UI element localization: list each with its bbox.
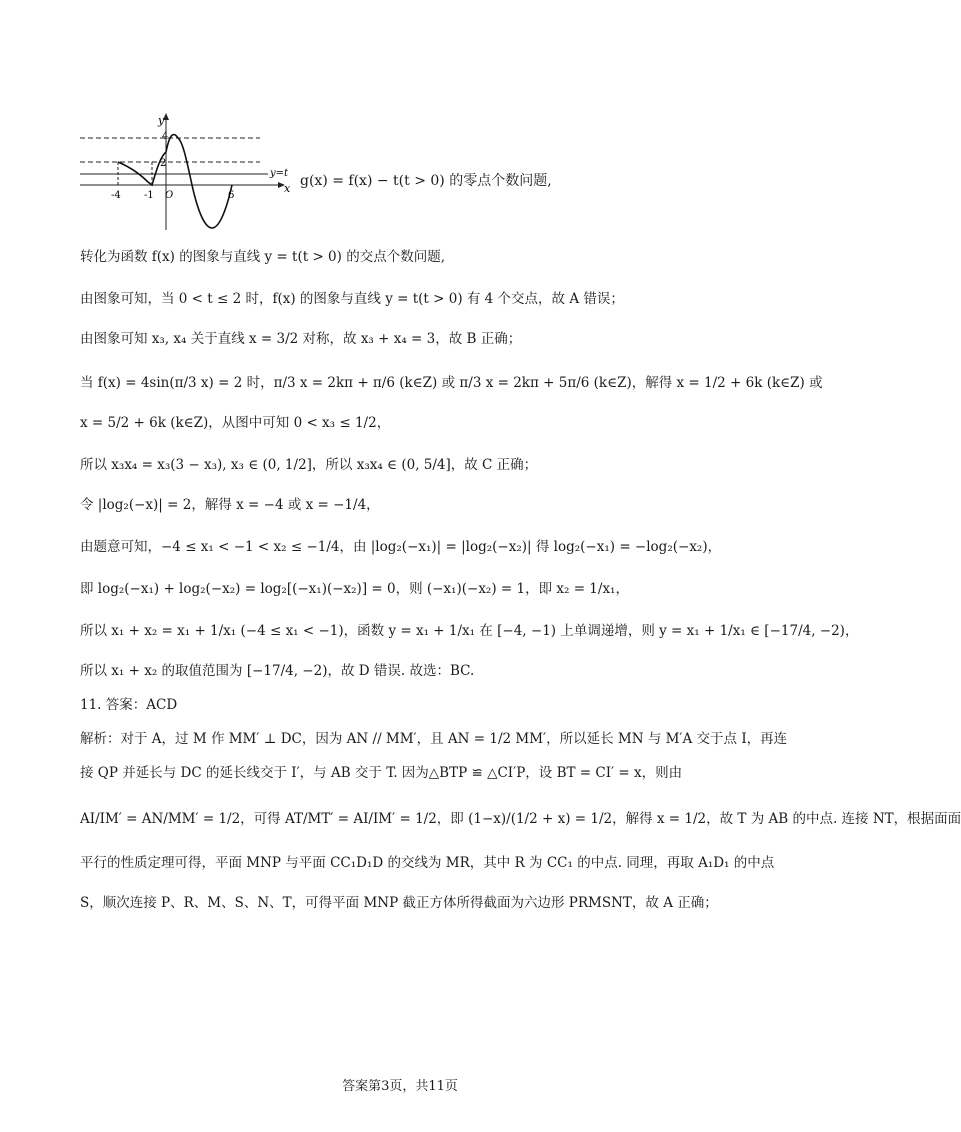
tick-label-minus-4: -4 xyxy=(111,190,121,201)
text-line: 解析：对于 A，过 M 作 MM′ ⊥ DC，因为 AN // MM′，且 AN = 1/2 MM′，所以延长 MN 与 M′A 交于点 I，再连 xyxy=(80,731,788,747)
text-line: 所以 x₃x₄ = x₃(3 − x₃), x₃ ∈ (0, 1/2]，所以 x₃x₄ ∈ (0, 5/4]，故 C 正确； xyxy=(80,457,538,473)
origin-label: O xyxy=(165,190,174,201)
text-line: 由图象可知 x₃, x₄ 关于直线 x = 3/2 对称，故 x₃ + x₄ = 3，故 B 正确； xyxy=(80,331,522,347)
x-axis-label: x xyxy=(284,182,291,195)
graph-caption: g(x) = f(x) − t(t > 0) 的零点个数问题, xyxy=(300,173,552,189)
text-line: 所以 x₁ + x₂ = x₁ + 1/x₁ (−4 ≤ x₁ < −1)，函数 y = x₁ + 1/x₁ 在 [−4, −1) 上单调递增，则 y = x₁ + 1/x₁ ∈ [−17/4, −2)， xyxy=(80,623,859,639)
t-line-label: y=t xyxy=(270,168,289,179)
text-line: S，顺次连接 P、R、M、S、N、T，可得平面 MNP 截正方体所得截面为六边形 PRMSNT，故 A 正确； xyxy=(80,895,718,911)
text-line: 当 f(x) = 4sin(π/3 x) = 2 时，π/3 x = 2kπ + π/6 (k∈Z) 或 π/3 x = 2kπ + 5π/6 (k∈Z)，解得 x = 1/2 + 6k (k∈Z) 或 xyxy=(80,375,823,391)
text-line: 接 QP 并延长与 DC 的延长线交于 I′，与 AB 交于 T. 因为△BTP ≌ △CI′P，设 BT = CI′ = x，则由 xyxy=(80,765,683,781)
text-line: 所以 x₁ + x₂ 的取值范围为 [−17/4, −2)，故 D 错误. 故选：BC. xyxy=(80,663,475,679)
tick-label-6: 6 xyxy=(228,190,235,201)
text-line: 转化为函数 f(x) 的图象与直线 y = t(t > 0) 的交点个数问题, xyxy=(80,249,445,265)
y-axis-label: y xyxy=(158,114,165,127)
function-curve xyxy=(118,135,235,228)
page-footer: 答案第3页，共11页 xyxy=(342,1079,458,1094)
text-line: 由图象可知，当 0 < t ≤ 2 时，f(x) 的图象与直线 y = t(t > 0) 有 4 个交点，故 A 错误； xyxy=(80,291,624,307)
text-line: 即 log₂(−x₁) + log₂(−x₂) = log₂[(−x₁)(−x₂)] = 0，则 (−x₁)(−x₂) = 1，即 x₂ = 1/x₁， xyxy=(80,581,629,597)
text-line: 11. 答案：ACD xyxy=(80,697,178,713)
function-graph xyxy=(80,112,295,232)
text-line: 由题意可知，−4 ≤ x₁ < −1 < x₂ ≤ −1/4，由 |log₂(−x₁)| = |log₂(−x₂)| 得 log₂(−x₁) = −log₂(−x₂)， xyxy=(80,539,722,555)
tick-label-minus-1: -1 xyxy=(144,190,154,201)
tick-label-4: 4 xyxy=(162,131,169,142)
text-line: 平行的性质定理可得，平面 MNP 与平面 CC₁D₁D 的交线为 MR，其中 R 为 CC₁ 的中点. 同理，再取 A₁D₁ 的中点 xyxy=(80,855,775,871)
text-line: x = 5/2 + 6k (k∈Z)，从图中可知 0 < x₃ ≤ 1/2， xyxy=(80,415,391,431)
tick-label-2: 2 xyxy=(160,158,167,169)
text-line: 令 |log₂(−x)| = 2，解得 x = −4 或 x = −1/4， xyxy=(80,497,380,513)
text-line: AI/IM′ = AN/MM′ = 1/2，可得 AT/MT′ = AI/IM′ = 1/2，即 (1−x)/(1/2 + x) = 1/2，解得 x = 1/2，故 T 为 AB 的中点. 连接 NT，根据面面 xyxy=(80,811,961,827)
